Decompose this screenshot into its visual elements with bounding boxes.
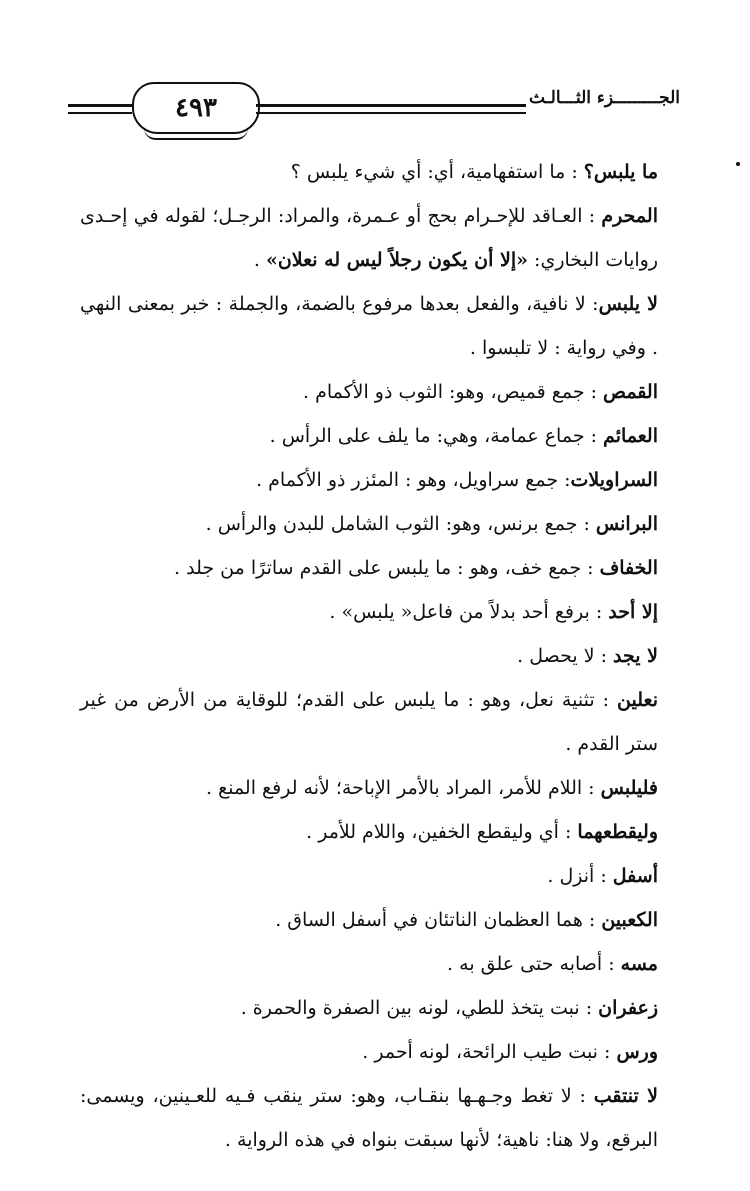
entry-text: : لا تغط وجـهـها بنقـاب، وهو: ستر ينقب فـيه للعـينين، ويسمى: البرقع، ولا هنا: ناهية؛ لأنها سبقت بنواه في هذه الرواية . xyxy=(80,1085,658,1151)
header-rule-right xyxy=(256,104,526,107)
entry-text: : هما العظمان الناتئان في أسفل الساق . xyxy=(275,909,602,931)
entry-text: : تثنية نعل، وهو : ما يلبس على القدم؛ للوقاية من الأرض من غير ستر القدم . xyxy=(80,689,658,755)
margin-mark xyxy=(736,162,740,166)
entry-text: : أي وليقطع الخفين، واللام للأمر . xyxy=(306,821,578,843)
entry-text: : جماع عمامة، وهي: ما يلف على الرأس . xyxy=(269,425,604,447)
entry-text: : أنزل . xyxy=(547,865,613,887)
entry-term: الخفاف xyxy=(599,557,658,579)
entry-text: : أصابه حتى علق به . xyxy=(447,953,621,975)
entry-term: ورس xyxy=(616,1041,658,1063)
header-rule-left-thin xyxy=(68,112,132,114)
entry-line xyxy=(80,150,680,194)
entry-text: : جمع برنس، وهو: الثوب الشامل للبدن والرأس . xyxy=(205,513,596,535)
entry-line xyxy=(80,414,680,458)
page-number: ٤٩٣ xyxy=(175,93,217,123)
entry-term: القمص xyxy=(603,381,658,403)
entry-line xyxy=(80,370,680,414)
entry-line xyxy=(80,458,680,502)
entry-tail: . xyxy=(253,249,266,271)
entry-text: : جمع سراويل، وهو : المئزر ذو الأكمام . xyxy=(256,469,571,491)
header-rule-right-thin xyxy=(256,112,526,114)
entry-text: : ما استفهامية، أي: أي شيء يلبس ؟ xyxy=(290,161,584,183)
entry-line xyxy=(80,634,680,678)
entry-text: : برفع أحد بدلاً من فاعل« يلبس» . xyxy=(329,601,609,623)
running-title: الجـــــــــزء الثـــالـث xyxy=(529,88,680,108)
entry-term: فليلبس xyxy=(600,777,658,799)
entry-term: زعفران xyxy=(598,997,658,1019)
entry-term: إلا أحد xyxy=(608,601,658,623)
page-number-badge xyxy=(132,82,260,134)
entry-term: أسفل xyxy=(612,865,658,887)
entry-line xyxy=(80,546,680,590)
header-rule-left xyxy=(68,104,132,107)
entry-line xyxy=(80,590,680,634)
glossary-body xyxy=(80,150,680,1162)
entry-line xyxy=(80,282,680,370)
entry-term: المحرم xyxy=(601,205,658,227)
entry-line xyxy=(80,766,680,810)
entry-text: : لا نافية، والفعل بعدها مرفوع بالضمة، والجملة : خبر بمعنى النهي . وفي رواية : لا تلبسوا . xyxy=(80,293,658,359)
entry-term: لا تنتقب xyxy=(593,1085,658,1107)
entry-line xyxy=(80,898,680,942)
entry-term: ما يلبس؟ xyxy=(583,161,658,183)
entry-term: مسه xyxy=(620,953,658,975)
entry-term: لا يلبس xyxy=(598,293,658,315)
entry-text: : جمع خف، وهو : ما يلبس على القدم ساترًا من جلد . xyxy=(174,557,600,579)
entry-text: : نبت طيب الرائحة، لونه أحمر . xyxy=(362,1041,617,1063)
entry-term: وليقطعهما xyxy=(577,821,658,843)
entry-line xyxy=(80,1074,680,1162)
entry-text: : نبت يتخذ للطي، لونه بين الصفرة والحمرة . xyxy=(240,997,599,1019)
entry-text: : جمع قميص، وهو: الثوب ذو الأكمام . xyxy=(302,381,604,403)
entry-line xyxy=(80,194,680,282)
entry-quote: «إلا أن يكون رجلاً ليس له نعلان» xyxy=(265,249,529,271)
entry-line xyxy=(80,1030,680,1074)
entry-line xyxy=(80,854,680,898)
entry-term: نعلين xyxy=(617,689,658,711)
page-header xyxy=(68,82,680,142)
entry-line xyxy=(80,986,680,1030)
entry-term: العمائم xyxy=(603,425,658,447)
entry-line xyxy=(80,502,680,546)
entry-term: الكعبين xyxy=(601,909,658,931)
entry-line xyxy=(80,678,680,766)
entry-text: : لا يحصل . xyxy=(517,645,614,667)
entry-text: : اللام للأمر، المراد بالأمر الإباحة؛ لأنه لرفع المنع . xyxy=(206,777,601,799)
entry-text: : العـاقد للإحـرام بحج أو عـمرة، والمراد: الرجـل؛ لقوله في إحـدى روايات البخاري: xyxy=(80,205,658,271)
entry-term: البرانس xyxy=(595,513,658,535)
entry-line xyxy=(80,810,680,854)
entry-line xyxy=(80,942,680,986)
entry-term: لا يجد xyxy=(613,645,658,667)
entry-term: السراويلات xyxy=(570,469,658,491)
